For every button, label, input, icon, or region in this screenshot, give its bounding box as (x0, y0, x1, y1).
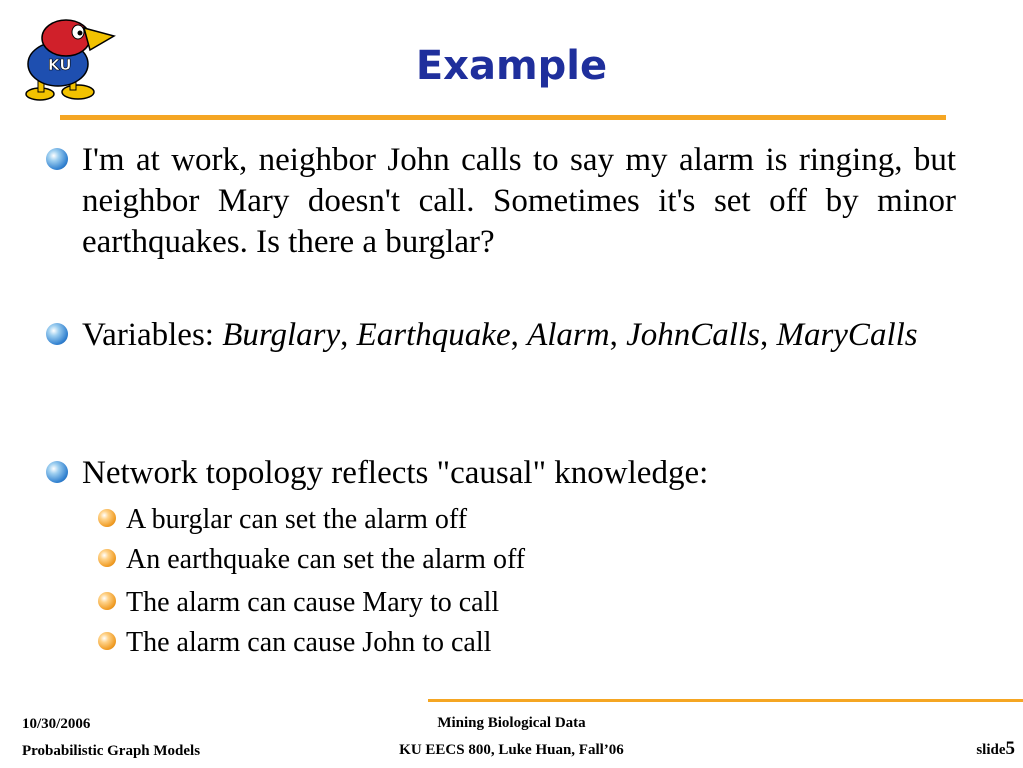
footer-course-info: KU EECS 800, Luke Huan, Fall’06 (399, 742, 624, 758)
orange-bullet-icon (98, 509, 116, 527)
sub-bullet (98, 626, 958, 660)
sub-bullet-text: The alarm can cause John to call (126, 627, 492, 658)
separator: , (759, 317, 777, 353)
bullet-text: Network topology reflects "causal" knowledge: (82, 455, 709, 491)
sub-bullet-text: A burglar can set the alarm off (126, 504, 468, 535)
orange-bullet-icon (98, 632, 116, 650)
separator: , (340, 317, 357, 353)
separator: , (510, 317, 528, 353)
footer-rule (428, 699, 1023, 702)
blue-bullet-icon (46, 148, 68, 170)
sub-bullet (98, 543, 958, 577)
bullet-scenario (46, 140, 956, 263)
title-underline (60, 115, 946, 120)
bullet-variables (46, 315, 956, 356)
footer-topic: Probabilistic Graph Models (22, 743, 201, 759)
logo-ku-text: KU (48, 56, 72, 74)
separator: , (609, 317, 627, 353)
blue-bullet-icon (46, 323, 68, 345)
bullet-text (82, 315, 918, 356)
variable-name: Alarm (527, 317, 610, 353)
sub-bullet (98, 586, 958, 620)
variable-name: JohnCalls (626, 317, 760, 353)
sub-bullet (98, 503, 958, 537)
orange-bullet-icon (98, 592, 116, 610)
bullet-topology (46, 453, 956, 494)
variable-name: MaryCalls (776, 317, 918, 353)
footer-date: 10/30/2006 (22, 716, 91, 732)
sub-bullet-text: The alarm can cause Mary to call (126, 587, 500, 618)
footer-slide-number (976, 738, 1015, 760)
sub-bullet-text: An earthquake can set the alarm off (126, 544, 526, 575)
slide-title: Example (415, 43, 608, 89)
orange-bullet-icon (98, 549, 116, 567)
blue-bullet-icon (46, 461, 68, 483)
slide-label: slide (976, 742, 1006, 758)
variable-name: Burglary (222, 317, 341, 353)
variables-prefix: Variables: (82, 317, 223, 353)
footer-course-title: Mining Biological Data (437, 715, 586, 731)
slide-number: 5 (1005, 738, 1015, 759)
bullet-text: I'm at work, neighbor John calls to say my alarm is ringing, but neighbor Mary doesn't call. Sometimes it's set off by minor earthquakes. Is there a burglar? (82, 142, 956, 260)
variable-name: Earthquake (356, 317, 511, 353)
